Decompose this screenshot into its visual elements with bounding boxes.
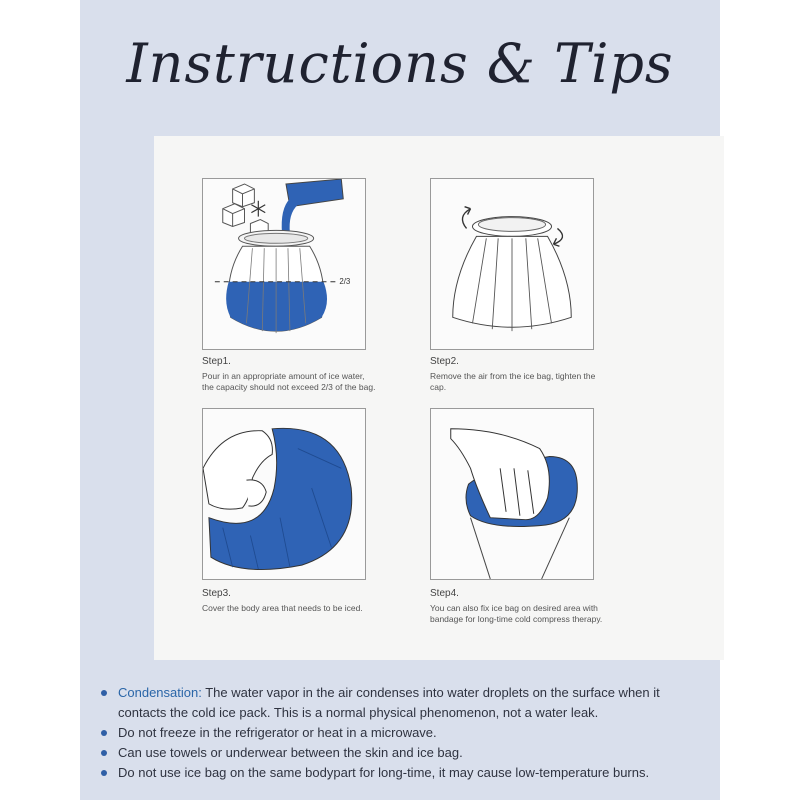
capacity-marker: 2/3 <box>339 276 351 286</box>
ice-bag-filling <box>215 230 336 333</box>
step3-label: Step3. <box>202 588 231 599</box>
tips-list <box>98 683 708 783</box>
step4-illustration <box>430 408 594 580</box>
bullet-icon <box>101 690 107 696</box>
ice-bag-closed <box>453 217 572 332</box>
steps-card <box>154 136 724 660</box>
step1-illustration <box>202 178 366 350</box>
tip-text: Do not use ice bag on the same bodypart for long-time, it may cause low-temperature burns. <box>118 765 650 780</box>
step1-label: Step1. <box>202 356 231 367</box>
tip-text: Do not freeze in the refrigerator or heat in a microwave. <box>118 725 437 740</box>
hand <box>451 429 550 520</box>
tip-item <box>98 743 708 763</box>
step4-text: You can also fix ice bag on desired area with bandage for long-time cold compress therapy. <box>430 603 603 624</box>
step3-text: Cover the body area that needs to be iced. <box>202 603 363 613</box>
step3-illustration <box>202 408 366 580</box>
bullet-icon <box>101 750 107 756</box>
step2-illustration <box>430 178 594 350</box>
tip-text: Can use towels or underwear between the skin and ice bag. <box>118 745 463 760</box>
bullet-icon <box>101 730 107 736</box>
pouring-cup <box>282 179 344 233</box>
tip-highlight: Condensation: <box>118 685 202 700</box>
tip-text: The water vapor in the air condenses into water droplets on the surface when it contacts the cold ice pack. This is a normal physical phenomenon, not a water leak. <box>118 685 660 720</box>
instruction-panel <box>80 0 720 800</box>
step4-label: Step4. <box>430 588 459 599</box>
hand <box>203 431 272 509</box>
ice-cube-icon <box>223 184 268 238</box>
tip-item <box>98 683 708 723</box>
bullet-icon <box>101 770 107 776</box>
page-title: Instructions & Tips <box>126 32 674 95</box>
tip-item <box>98 763 708 783</box>
step2-text: Remove the air from the ice bag, tighten the cap. <box>430 371 596 392</box>
step2-label: Step2. <box>430 356 459 367</box>
step1-text: Pour in an appropriate amount of ice water, the capacity should not exceed 2/3 of the bag. <box>202 371 376 392</box>
tip-item <box>98 723 708 743</box>
